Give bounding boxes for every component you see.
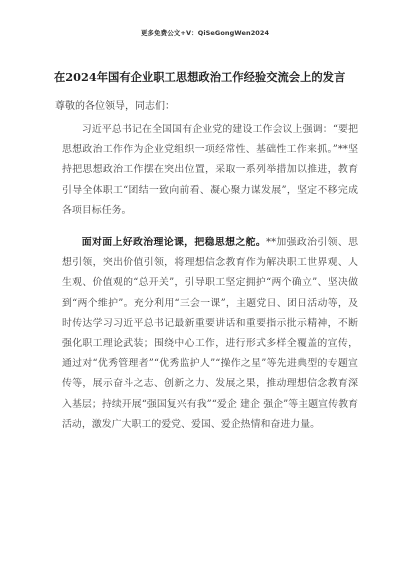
document-title: 在2024年国有企业职工思想政治工作经验交流会上的发言 — [54, 70, 346, 84]
paragraph-text: **加强政治引领、思想引领，突出价值引领，将理想信念教育作为解决职工世界观、人生观、价值观的“总开关”，引导职工坚定拥护“两个确立”、坚决做到“两个维护”。充分利用“三会一课”，主题党日、团日活动等，及时传达学习习近平总书记最新重要讲话和重要指示批示精神，不断强化职工理论武装；围绕中心工作，进行形式多样全覆盖的宣传，通过对“优秀管理者”“优秀监护人”“操作之星”等先进典型的专题宣传等，展示奋斗之志、创新之力、发展之果，推动理想信念教育深入基层；持续开展“强国复兴有我”“爱企 建企 强企”等主题宣传教育活动，激发广大职工的爱党、爱国、爱企热情和奋进力量。 — [62, 237, 358, 430]
paragraph-lead: 面对面上好政治理论课，把稳思想之舵。 — [81, 237, 267, 248]
body-paragraph — [62, 120, 358, 221]
salutation: 尊敬的各位领导，同志们： — [55, 101, 175, 112]
header-watermark: 更多免费公文+V：QiSeGongWen2024 — [140, 29, 270, 37]
body-paragraph — [62, 233, 358, 435]
paragraph-text: 习近平总书记在全国国有企业党的建设工作会议上强调：“要把思想政治工作作为企业党组织一项经常性、基础性工作来抓。”**坚持把思想政治工作摆在突出位置，采取一系列举措加以推进，教育引导全体职工“团结一致向前看、凝心聚力谋发展”，坚定不移完成各项目标任务。 — [62, 124, 358, 216]
